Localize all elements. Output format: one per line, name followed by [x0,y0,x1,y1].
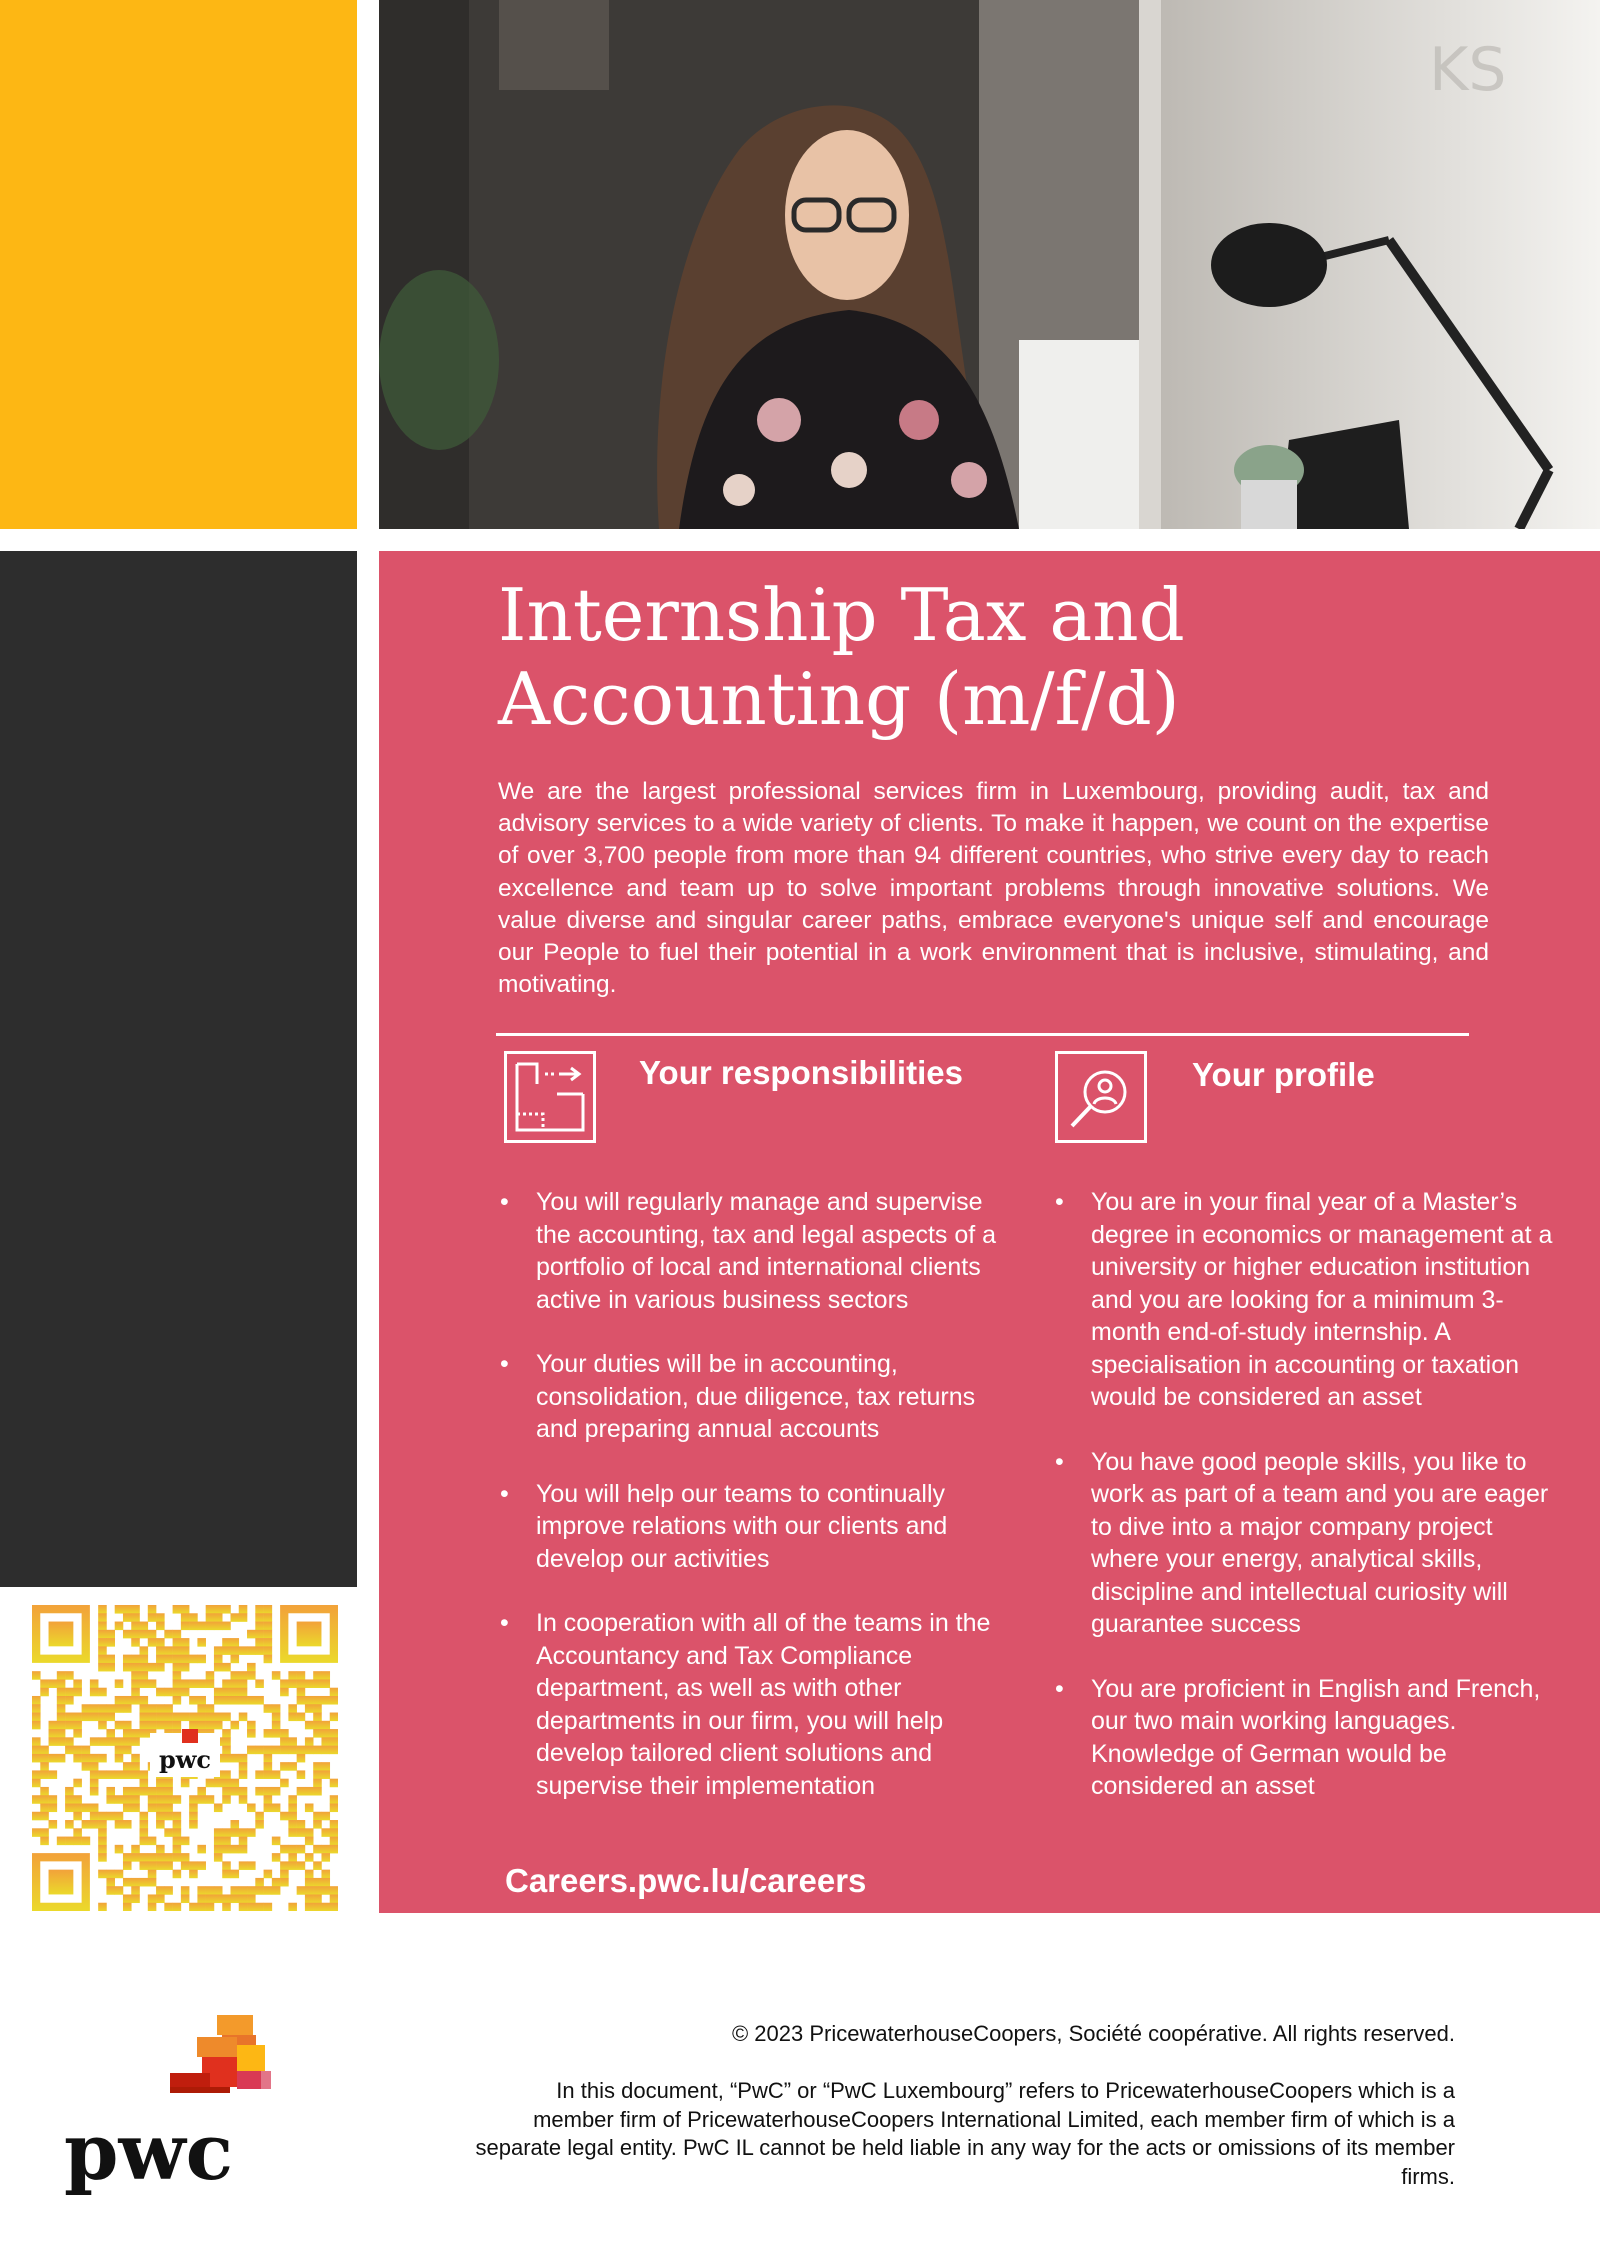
list-item: • Your duties will be in accounting, consolidation, due diligence, tax returns and preparing annual accounts [500,1350,976,1443]
job-description-panel [379,551,1600,1913]
profile-heading: Your profile [1192,1056,1375,1093]
list-item: • You are in your final year of a Master’s degree in economics or management at a university or higher education institution and you are looking for a minimum 3-month end-of-study internship. A specialisation in accounting or taxation would be considered an asset [1055,1188,1553,1411]
bullet-icon: • [1055,1188,1064,1216]
dark-accent-block [0,551,357,1587]
bullet-icon: • [1055,1674,1064,1703]
floor-plan-icon [504,1051,596,1143]
bullet-icon: • [1055,1447,1064,1476]
qr-code[interactable] [32,1605,338,1911]
person-search-icon [1055,1051,1147,1143]
job-title [498,573,1398,741]
list-item: • In cooperation with all of the teams in the Accountancy and Tax Compliance department, as well as with other departments in our firm, you will help develop tailored client solutions and supervise their implementation [500,1609,991,1800]
pwc-wordmark: pwc [64,2107,234,2198]
list-item: • You will regularly manage and supervise the accounting, tax and legal aspects of a portfolio of local and international clients active in various business sectors [500,1188,997,1314]
section-divider [496,1033,1469,1036]
job-title-line-2: Accounting (m/f/d) [498,657,1180,741]
responsibilities-list [498,1186,1018,1834]
responsibilities-heading: Your responsibilities [639,1054,963,1091]
legal-notice: In this document, “PwC” or “PwC Luxembourg” refers to PricewaterhouseCoopers which is a member firm of PricewaterhouseCoopers International Limited, each member firm of which is a separate legal entity. PwC IL cannot be held liable in any way for the acts or omissions of its member firms. [475,2078,1455,2189]
bullet-icon: • [500,1609,509,1637]
hero-photo [379,0,1600,529]
job-title-line-1: Internship Tax and [498,573,1185,657]
careers-link[interactable]: Careers.pwc.lu/careers [505,1862,867,1899]
bullet-icon: • [500,1350,509,1378]
intro-paragraph: We are the largest professional services firm in Luxembourg, providing audit, tax and advisory services to a wide variety of clients. To make it happen, we count on the expertise of over 3,700 people from more than 94 different countries, who strive every day to reach excellence and team up to solve important problems through innovative solutions. We value diverse and singular career paths, embrace everyone's unique self and encourage our People to fuel their potential in a work environment that is inclusive, stimulating, and motivating. [498,778,1489,999]
yellow-accent-block [0,0,357,529]
profile-list [1053,1186,1553,1835]
bullet-icon: • [500,1188,509,1216]
list-item: • You will help our teams to continually improve relations with our clients and develop our activities [500,1479,948,1573]
svg-text:KS: KS [1429,35,1507,105]
copyright-notice: © 2023 PricewaterhouseCoopers, Société coopérative. All rights reserved. [731,2021,1455,2046]
photo-illustration [379,0,1600,529]
list-item: • You have good people skills, you like to work as part of a team and you are eager to dive into a major company project where your energy, analytical skills, discipline and intellectual curiosity will guarantee success [1055,1447,1549,1638]
qr-pwc-logo: pwc [158,1745,212,1774]
list-item: • You are proficient in English and French, our two main working languages. Knowledge of German would be considered an asset [1055,1674,1541,1800]
pwc-logo [62,2015,302,2200]
bullet-icon: • [500,1479,509,1508]
